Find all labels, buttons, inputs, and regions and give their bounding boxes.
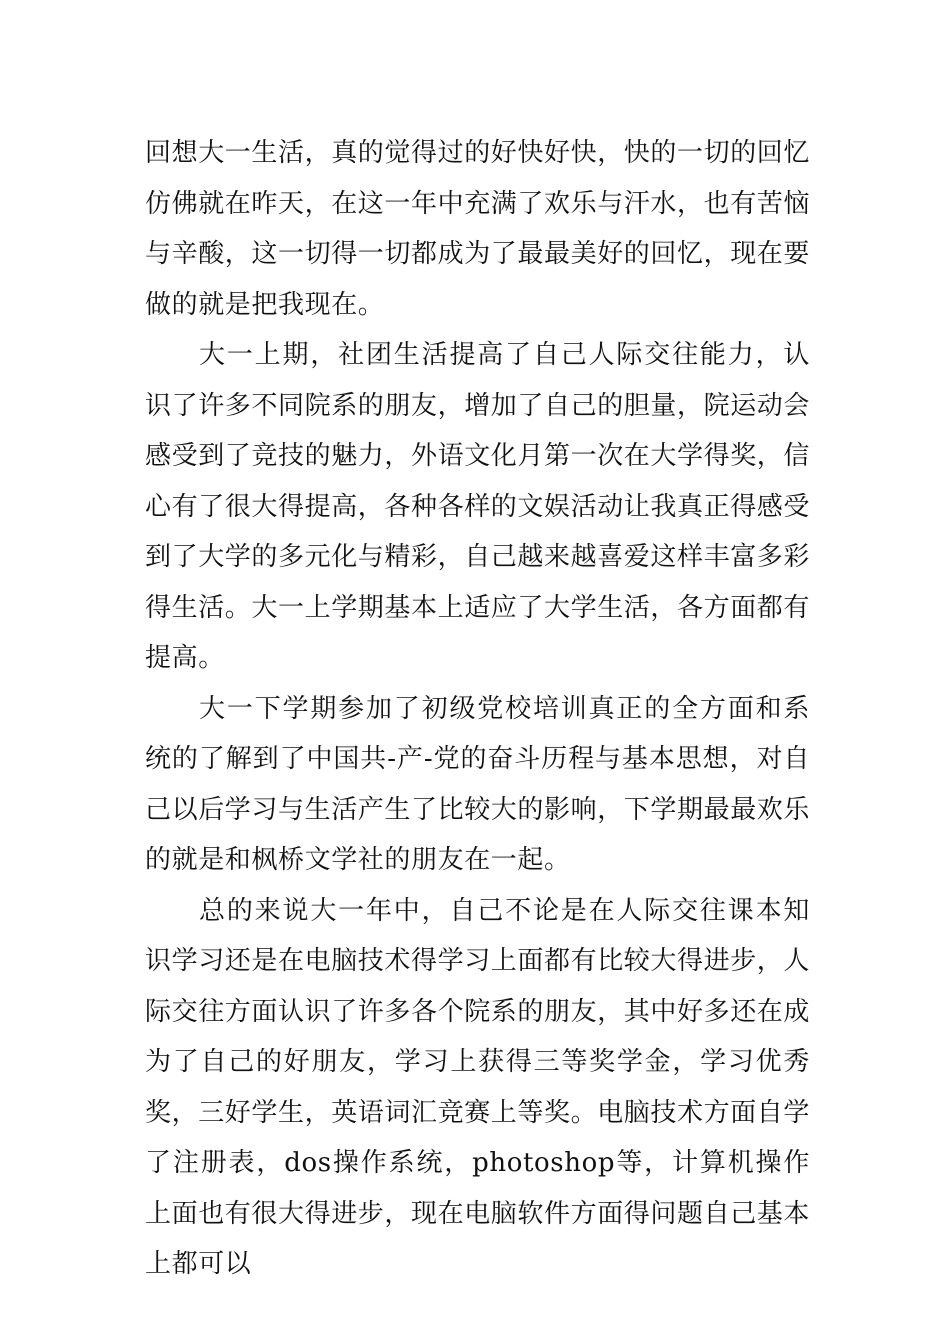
paragraph-second-semester: 大一下学期参加了初级党校培训真正的全方面和系统的了解到了中国共-产-党的奋斗历程与基本思想，对自己以后学习与生活产生了比较大的影响，下学期最最欢乐的就是和枫桥文学社的朋友在一起。 [145, 693, 811, 875]
paragraph-first-semester: 大一上期，社团生活提高了自己人际交往能力，认识了许多不同院系的朋友，增加了自己的胆量，院运动会感受到了竞技的魅力，外语文化月第一次在大学得奖，信心有了很大得提高，各种各样的文娱活动让我真正得感受到了大学的多元化与精彩，自己越来越喜爱这样丰富多彩得生活。大一上学期基本上适应了大学生活，各方面都有提高。 [145, 340, 811, 673]
document-body [145, 128, 810, 1290]
paragraph-intro: 回想大一生活，真的觉得过的好快好快，快的一切的回忆仿佛就在昨天，在这一年中充满了欢乐与汗水，也有苦恼与辛酸，这一切得一切都成为了最最美好的回忆，现在要做的就是把我现在。 [145, 138, 811, 320]
paragraph-summary: 总的来说大一年中，自己不论是在人际交往课本知识学习还是在电脑技术得学习上面都有比较大得进步，人际交往方面认识了许多各个院系的朋友，其中好多还在成为了自己的好朋友，学习上获得三等奖学金，学习优秀奖，三好学生，英语词汇竞赛上等奖。电脑技术方面自学了注册表，dos操作系统，photoshop等，计算机操作上面也有很大得进步，现在电脑软件方面得问题自己基本上都可以 [145, 895, 811, 1279]
